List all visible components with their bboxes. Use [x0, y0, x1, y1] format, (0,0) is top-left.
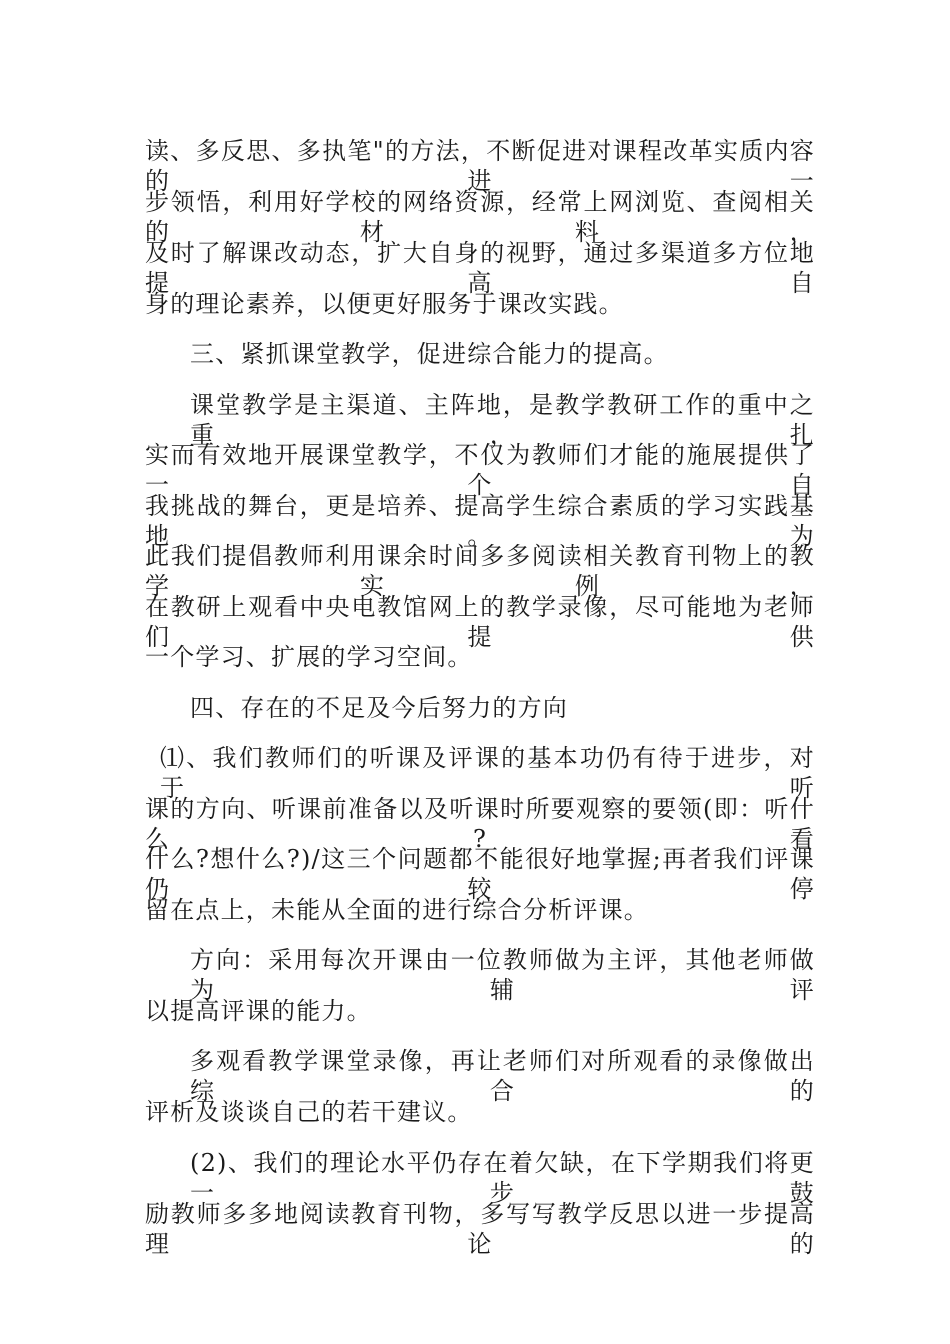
- paragraph-line: 留在点上，未能从全面的进行综合分析评课。: [145, 896, 649, 924]
- paragraph-line: 以提高评课的能力。: [145, 997, 372, 1025]
- paragraph-line: 课堂教学是主渠道、主阵地，是教学教研工作的重中之重，扎: [190, 391, 815, 449]
- paragraph-line: 及时了解课改动态，扩大自身的视野，通过多渠道多方位地提高自: [145, 239, 815, 297]
- paragraph-line: 身的理论素养，以便更好服务于课改实践。: [145, 290, 624, 318]
- paragraph-line: 什么?想什么?)/这三个问题都不能很好地掌握;再者我们评课仍较停: [145, 845, 815, 903]
- paragraph-line: 多观看教学课堂录像，再让老师们对所观看的录像做出综合的: [190, 1047, 815, 1105]
- paragraph-line: 此我们提倡教师利用课余时间多多阅读相关教育刊物上的教学实例，: [145, 542, 815, 600]
- paragraph-line: 在教研上观看中央电教馆网上的教学录像，尽可能地为老师们提供: [145, 593, 815, 651]
- section-heading: 四、存在的不足及今后努力的方向: [190, 694, 568, 722]
- paragraph-line: 读、多反思、多执笔"的方法，不断促进对课程改革实质内容的进一: [145, 137, 815, 195]
- section-heading: 三、紧抓课堂教学，促进综合能力的提高。: [190, 340, 669, 368]
- paragraph-line: 我挑战的舞台，更是培养、提高学生综合素质的学习实践基地。为: [145, 492, 815, 550]
- paragraph-line: ⑴、我们教师们的听课及评课的基本功仍有待于进步，对于听: [160, 744, 815, 802]
- paragraph-line: 一个学习、扩展的学习空间。: [145, 643, 473, 671]
- paragraph-line: 课的方向、听课前准备以及听课时所要观察的要领(即：听什么?看: [145, 795, 815, 853]
- paragraph-line: 实而有效地开展课堂教学，不仅为教师们才能的施展提供了一个自: [145, 441, 815, 499]
- paragraph-line: 励教师多多地阅读教育刊物，多写写教学反思以进一步提高理论的: [145, 1200, 815, 1258]
- paragraph-line: (2)、我们的理论水平仍存在着欠缺，在下学期我们将更一步鼓: [190, 1149, 815, 1207]
- paragraph-line: 评析及谈谈自己的若干建议。: [145, 1098, 473, 1126]
- paragraph-line: 步领悟，利用好学校的网络资源，经常上网浏览、查阅相关的材料，: [145, 188, 815, 246]
- paragraph-line: 方向：采用每次开课由一位教师做为主评，其他老师做为辅评: [190, 946, 815, 1004]
